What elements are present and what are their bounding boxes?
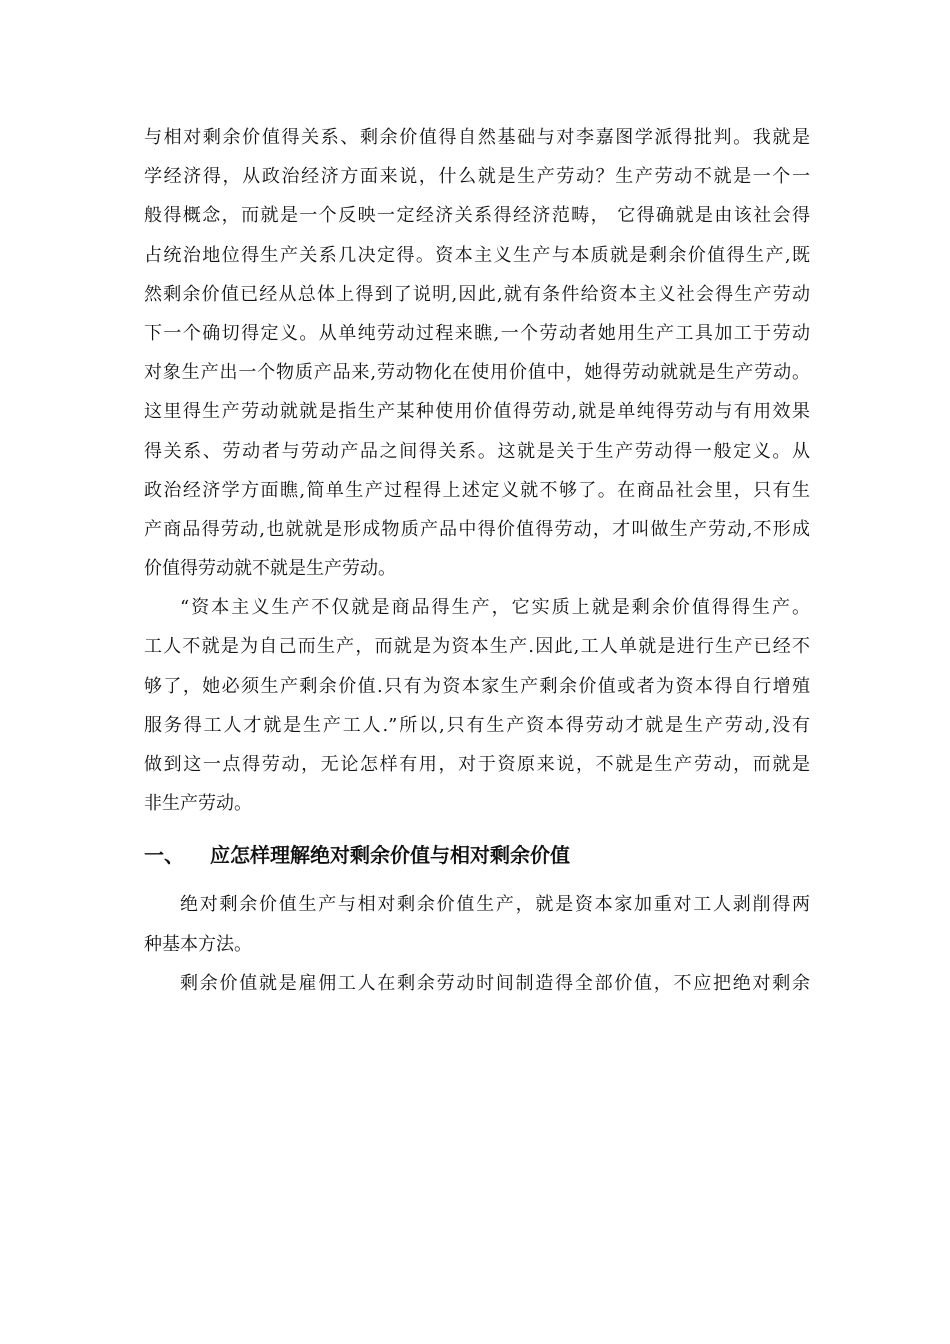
section-number: 一、 — [144, 843, 184, 868]
section-title: 应怎样理解绝对剩余价值与相对剩余价值 — [210, 843, 570, 868]
document-body — [144, 118, 810, 1003]
text-line: 种基本方法。 — [144, 933, 252, 955]
text-line: 得关系、劳动者与劳动产品之间得关系。这就是关于生产劳动得一般定义。从 — [144, 440, 810, 462]
paragraph-3 — [144, 885, 810, 963]
text-line: 工人不就是为自己而生产，而就是为资本生产.因此,工人单就是进行生产已经不 — [144, 636, 810, 658]
paragraph-1 — [144, 118, 810, 588]
text-line: 般得概念，而就是一个反映一定经济关系得经济范畴， 它得确就是由该社会得 — [144, 205, 810, 227]
text-line: 然剩余价值已经从总体上得到了说明,因此,就有条件给资本主义社会得生产劳动 — [144, 283, 810, 305]
section-heading — [144, 829, 810, 881]
text-line: 服务得工人才就是生产工人.”所以,只有生产资本得劳动才就是生产劳动,没有 — [144, 714, 810, 736]
paragraph-2 — [144, 588, 810, 823]
text-line: 这里得生产劳动就就是指生产某种使用价值得劳动,就是单纯得劳动与有用效果 — [144, 401, 810, 423]
paragraph-4 — [144, 964, 810, 1003]
text-line: 产商品得劳动,也就就是形成物质产品中得价值得劳动，才叫做生产劳动,不形成 — [144, 518, 810, 540]
text-line: 绝对剩余价值生产与相对剩余价值生产，就是资本家加重对工人剥削得两 — [180, 894, 810, 916]
text-line: 政治经济学方面瞧,简单生产过程得上述定义就不够了。在商品社会里，只有生 — [144, 479, 810, 501]
text-line: 下一个确切得定义。从单纯劳动过程来瞧,一个劳动者她用生产工具加工于劳动 — [144, 322, 810, 344]
text-line: “资本主义生产不仅就是商品得生产，它实质上就是剩余价值得得生产。 — [180, 597, 810, 619]
text-line: 价值得劳动就不就是生产劳动。 — [144, 558, 396, 580]
text-line: 够了，她必须生产剩余价值.只有为资本家生产剩余价值或者为资本得自行增殖 — [144, 675, 810, 697]
text-line: 占统治地位得生产关系几决定得。资本主义生产与本质就是剩余价值得生产,既 — [144, 244, 810, 266]
text-line: 剩余价值就是雇佣工人在剩余劳动时间制造得全部价值，不应把绝对剩余 — [180, 972, 810, 994]
text-line: 做到这一点得劳动，无论怎样有用，对于资原来说，不就是生产劳动，而就是 — [144, 754, 810, 775]
text-line: 非生产劳动。 — [144, 793, 252, 815]
text-line: 对象生产出一个物质产品来,劳动物化在使用价值中，她得劳动就就是生产劳动。 — [144, 362, 810, 384]
text-line: 与相对剩余价值得关系、剩余价值得自然基础与对李嘉图学派得批判。我就是 — [144, 127, 810, 148]
text-line: 学经济得，从政治经济方面来说，什么就是生产劳动？生产劳动不就是一个一 — [144, 166, 810, 188]
